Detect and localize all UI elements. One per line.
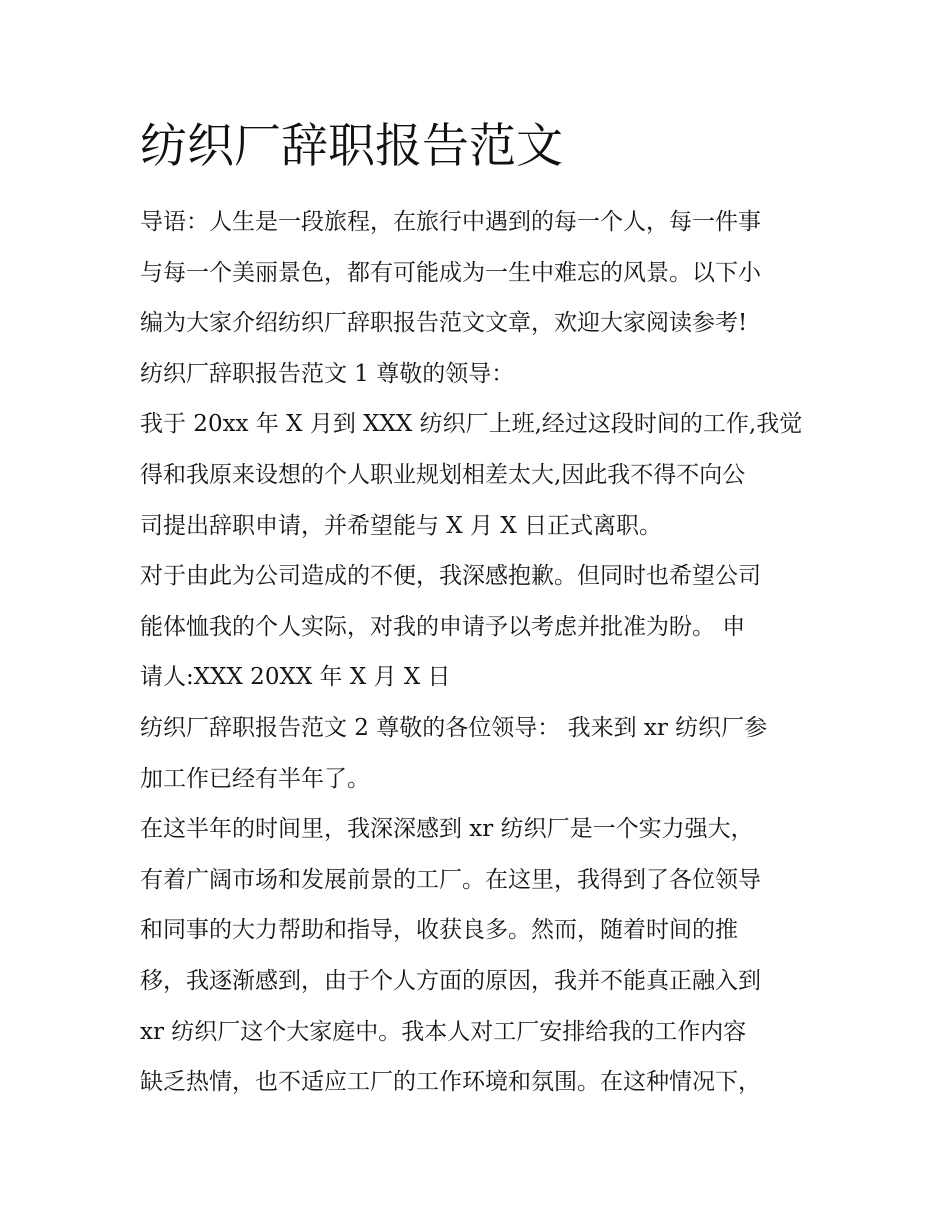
text-line: 与每一个美丽景色，都有可能成为一生中难忘的风景。以下小: [140, 259, 761, 286]
text-line: 和同事的大力帮助和指导，收获良多。然而，随着时间的推: [140, 917, 738, 944]
text-line: 能体恤我的个人实际，对我的申请予以考虑并批准为盼。 申: [140, 613, 746, 640]
text-line: 导语：人生是一段旅程，在旅行中遇到的每一个人，每一件事: [140, 209, 761, 235]
text-line: 请人:XXX 20XX 年 X 月 X 日: [140, 664, 451, 691]
text-line: 对于由此为公司造成的不便，我深感抱歉。但同时也希望公司: [140, 563, 761, 590]
text-line: xr 纺织厂这个大家庭中。我本人对工厂安排给我的工作内容: [140, 1018, 747, 1045]
text-line: 缺乏热情，也不适应工厂的工作环境和氛围。在这种情况下，: [140, 1069, 761, 1096]
text-line: 移，我逐渐感到，由于个人方面的原因，我并不能真正融入到: [140, 967, 761, 994]
document-title: 纺织厂辞职报告范文: [140, 119, 563, 174]
text-line: 纺织厂辞职报告范文 1 尊敬的领导：: [140, 360, 515, 387]
text-line: 司提出辞职申请，并希望能与 X 月 X 日正式离职。: [140, 512, 662, 539]
document-body: [140, 197, 820, 1108]
text-line: 得和我原来设想的个人职业规划相差太大,因此我不得不向公: [140, 461, 746, 488]
text-line: 加工作已经有半年了。: [140, 765, 370, 792]
text-line: 有着广阔市场和发展前景的工厂。在这里，我得到了各位领导: [140, 866, 761, 893]
text-line: 纺织厂辞职报告范文 2 尊敬的各位领导： 我来到 xr 纺织厂参: [140, 714, 768, 741]
text-line: 在这半年的时间里，我深深感到 xr 纺织厂是一个实力强大，: [140, 816, 754, 843]
text-line: 编为大家介绍纺织厂辞职报告范文文章，欢迎大家阅读参考!: [140, 310, 748, 337]
text-line: 我于 20xx 年 X 月到 XXX 纺织厂上班,经过这段时间的工作,我觉: [140, 411, 803, 438]
